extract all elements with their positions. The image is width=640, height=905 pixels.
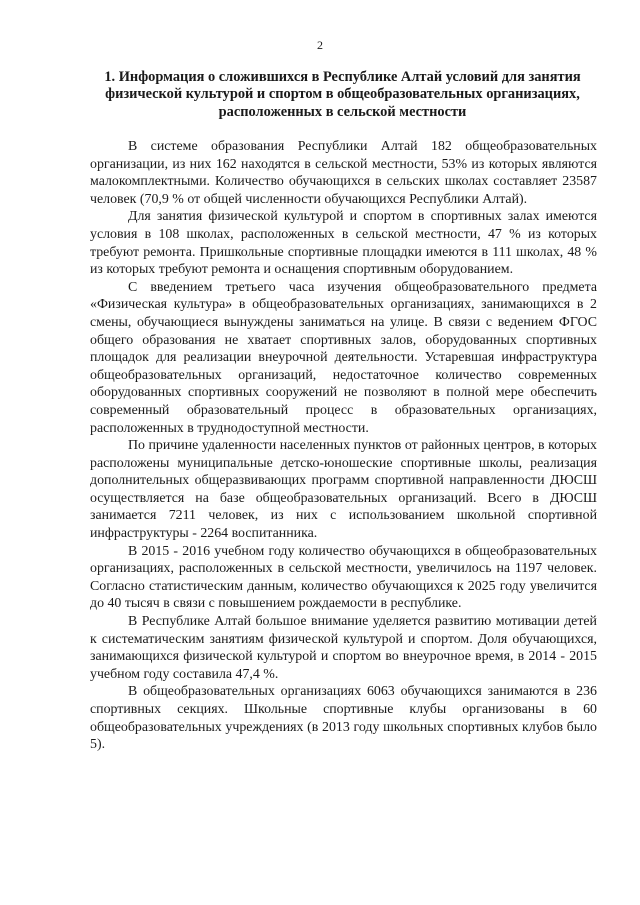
paragraph-third-hour: С введением третьего часа изучения общеобразовательного предмета «Физическая культура» в общеобразовательных организациях, занимающихся в 2 смены, обучающиеся вынуждены заниматься на улице. В связи с ведением ФГОС общего образования не хватает спортивных залов, оборудованных спортивных площадок для реализации внеурочной деятельности. Устаревшая инфраструктура общеобразовательных организаций, недостаточное количество современных оборудованных спортивных сооружений не позволяют в полной мере обеспечить современный образовательный процесс в образовательных организациях, расположенных в труднодоступной местности. (90, 279, 597, 436)
paragraph-student-growth: В 2015 - 2016 учебном году количество обучающихся в общеобразовательных организациях, расположенных в сельской местности, увеличилось на 1197 человек. Согласно статистическим данным, количество обучающихся к 2025 году увеличится до 40 тысяч в связи с повышением рождаемости в республике. (90, 543, 597, 612)
paragraph-sports-halls: Для занятия физической культурой и спортом в спортивных залах имеются условия в 108 школах, расположенных в сельской местности, 47 % из которых требуют ремонта. Пришкольные спортивные площадки имеются в 111 школах, 48 % из которых требуют ремонта и оснащения спортивным оборудованием. (90, 209, 597, 278)
section-heading: 1. Информация о сложившихся в Республике Алтай условий для занятия физической культурой и спортом в общеобразовательных организациях, расположенных в сельской местности (104, 69, 581, 120)
paragraph-schools-overview: В системе образования Республики Алтай 182 общеобразовательных организации, из них 162 находятся в сельской местности, 53% из которых являются малокомплектными. Количество обучающихся в сельских школах составляет 23587 человек (70,9 % от общей численности обучающихся Республики Алтай). (90, 139, 597, 207)
document-body (90, 138, 597, 754)
paragraph-motivation: В Республике Алтай большое внимание уделяется развитию мотивации детей к систематическим занятиям физической культурой и спортом. Доля обучающихся, занимающихся физической культурой и спортом во внеурочное время, в 2014 - 2015 учебном году составила 47,4 %. (90, 614, 597, 682)
paragraph-youth-sports-schools: По причине удаленности населенных пунктов от районных центров, в которых расположены муниципальные детско-юношеские спортивные школы, реализация дополнительных общеразвивающих программ спортивной направленности ДЮСШ осуществляется на базе общеобразовательных организаций. Всего в ДЮСШ занимается 7211 человек, из них с использованием школьной спортивной инфраструктуры - 2264 воспитанника. (90, 438, 597, 542)
page-number: 2 (317, 38, 323, 52)
paragraph-sports-clubs: В общеобразовательных организациях 6063 обучающихся занимаются в 236 спортивных секциях. Школьные спортивные клубы организованы в 60 общеобразовательных учреждениях (в 2013 году школьных спортивных клубов было 5). (90, 684, 597, 753)
